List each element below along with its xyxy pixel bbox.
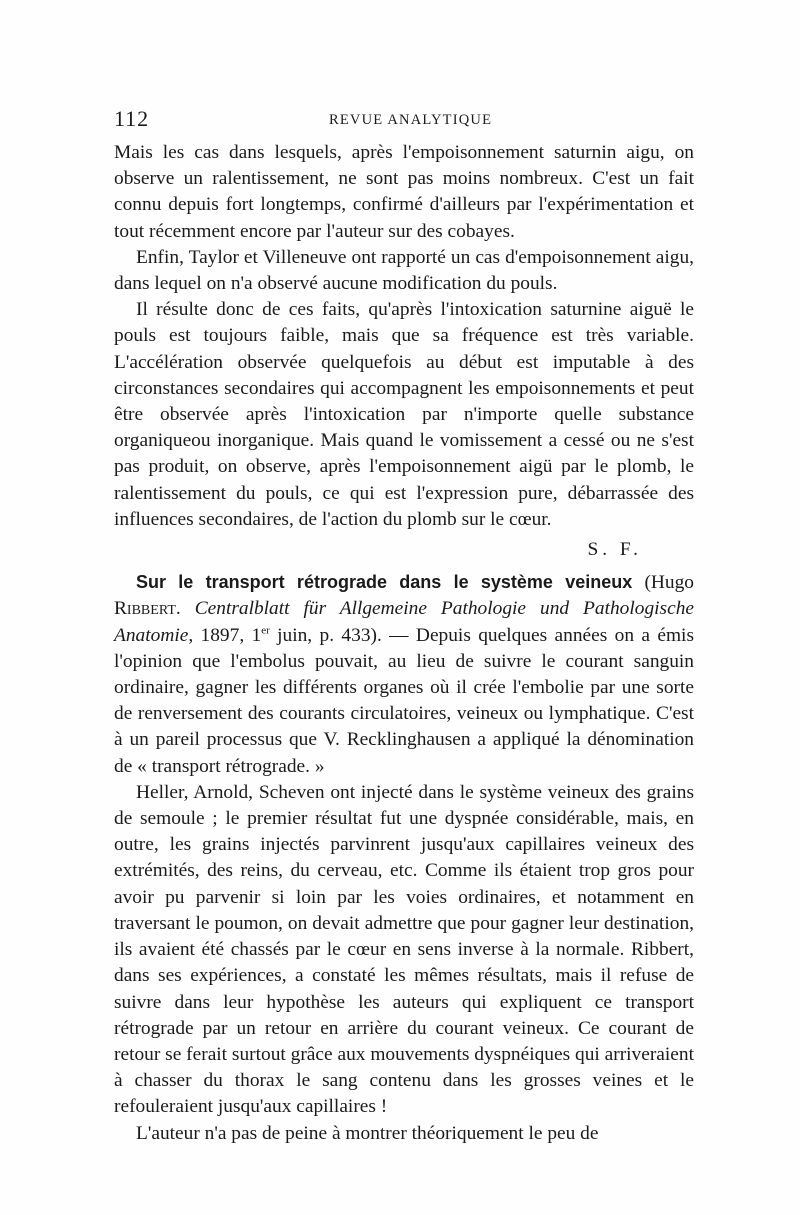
journal-title: Centralblatt für Allgemeine Pathologie und Pathologische Anatomie [114, 598, 694, 646]
running-head: REVUE ANALYTIQUE [329, 112, 493, 128]
citation-post: juin, p. 433). — Depuis quelques années on a émis l'opinion que l'embolus pouvait, au lieu de suivre le courant sanguin ordinaire, gagner les différents organes où il crée l'embolie par une sorte de renversement des courants circulatoires, veineux ou lymphatique. C'est à un pareil processus que V. Recklinghausen a appliqué la dénomination de « transport rétrograde. » [114, 624, 694, 777]
author-open: (Hugo [632, 572, 694, 594]
signature: S. F. [587, 539, 642, 561]
article-title: Sur le transport rétrograde dans le système veineux [136, 572, 633, 593]
article-paragraph [114, 569, 694, 780]
article-author: Ribbert [114, 598, 176, 620]
paragraph: Il résulte donc de ces faits, qu'après l'intoxication saturnine aiguë le pouls est toujours faible, mais que sa fréquence est très variable. L'accélération observée quelquefois au début est imputable à des circonstances secondaires qui accompagnent les empoisonnements et peut être observée après l'intoxication par n'importe quelle substance organiqueou inorganique. Mais quand le vomissement a cessé ou ne s'est pas produit, on observe, après l'empoisonnement aigü par le plomb, le ralentissement du pouls, ce qui est l'expression pure, débarrassée des influences secondaires, de l'action du plomb sur le cœur. [114, 299, 694, 530]
body-text [114, 140, 694, 1147]
paragraph: Heller, Arnold, Scheven ont injecté dans le système veineux des grains de semoule ; le premier résultat fut une dyspnée considérable, mais, en outre, les grains injectés parvinrent jusqu'aux capillaires veineux des extrémités, des reins, du cerveau, etc. Comme ils étaient trop gros pour avoir pu parvenir si loin par les voies ordinaires, et notamment en traversant le poumon, on devait admettre que pour gagner leur destination, ils avaient été chassés par le cœur en sens inverse à la normale. Ribbert, dans ses expériences, a constaté les mêmes résultats, mais il refuse de suivre dans leur hypothèse les auteurs qui expliquent ce transport rétrograde par un retour en arrière du courant veineux. Ce courant de retour se ferait surtout grâce aux mouvements dyspnéiques qui arriveraient à chasser du thorax le sang contenu dans les grosses veines et le refouleraient jusqu'aux capillaires ! [114, 781, 694, 1118]
citation-sup: er [261, 624, 270, 637]
page-number: 112 [114, 106, 150, 131]
paragraph-continued: Mais les cas dans lesquels, après l'empoisonnement saturnin aigu, on observe un ralentissement, ne sont pas moins nombreux. C'est un fait connu depuis fort longtemps, confirmé d'ailleurs par l'expérimentation et tout récemment encore par l'auteur sur des cobayes. [114, 142, 694, 242]
page-header [114, 106, 700, 134]
paragraph: L'auteur n'a pas de peine à montrer théoriquement le peu de [136, 1122, 599, 1144]
citation-pre: , 1897, 1 [188, 624, 262, 646]
paragraph: Enfin, Taylor et Villeneuve ont rapporté un cas d'empoisonnement aigu, dans lequel on n'a observé aucune modification du pouls. [114, 246, 694, 295]
author-sep: . [175, 598, 195, 620]
